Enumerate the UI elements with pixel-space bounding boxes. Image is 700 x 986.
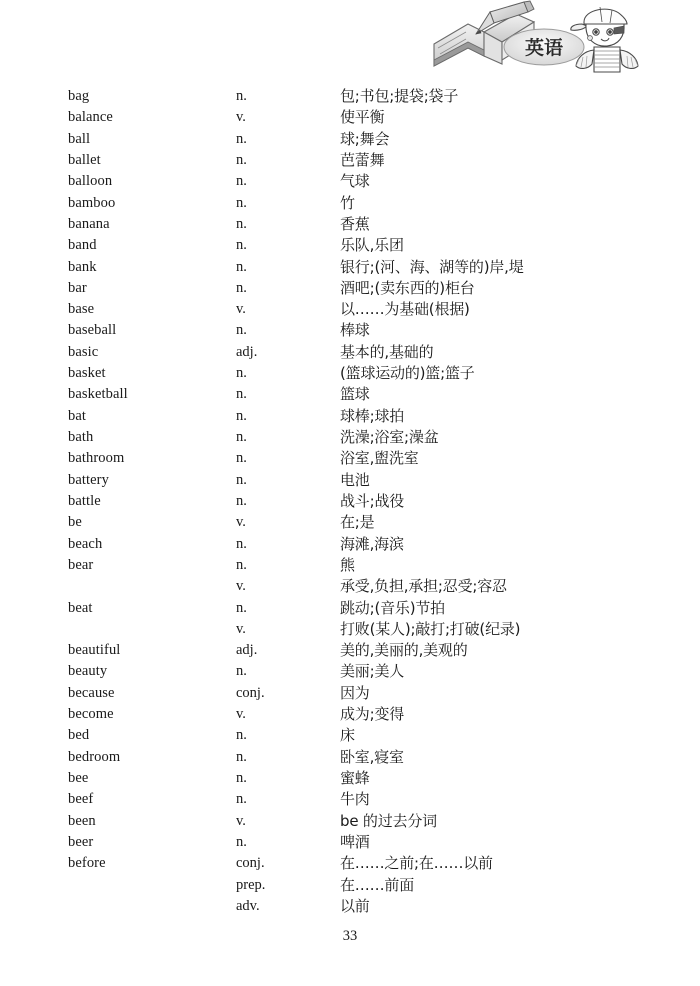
entry-part-of-speech: v.: [236, 301, 246, 318]
entry-part-of-speech: n.: [236, 663, 247, 680]
entry-part-of-speech: n.: [236, 130, 247, 147]
entry-definition: 乐队,乐团: [340, 236, 404, 255]
entry-word: bear: [68, 556, 94, 573]
entry-word: beautiful: [68, 642, 121, 659]
entry-word: ball: [68, 130, 91, 147]
entry-definition: 在;是: [340, 513, 375, 532]
entry-part-of-speech: n.: [236, 791, 247, 808]
entry-word: beach: [68, 535, 103, 552]
entry-word: bat: [68, 407, 87, 424]
entry-part-of-speech: n.: [236, 279, 247, 296]
entry-part-of-speech: n.: [236, 556, 247, 573]
entry-part-of-speech: v.: [236, 812, 246, 829]
entry-definition: 打败(某人);敲打;打破(纪录): [340, 619, 521, 638]
entry-part-of-speech: n.: [236, 237, 247, 254]
entry-definition: 银行;(河、海、湖等的)岸,堤: [340, 257, 524, 276]
entry-part-of-speech: adj.: [236, 642, 258, 659]
vocabulary-entry-row: [0, 214, 700, 235]
entry-definition: 竹: [340, 193, 355, 212]
entry-definition: 电池: [340, 470, 370, 489]
entry-word: basketball: [68, 386, 128, 403]
entry-part-of-speech: n.: [236, 535, 247, 552]
vocabulary-entry-row: [0, 320, 700, 341]
entry-part-of-speech: n.: [236, 258, 247, 275]
entry-word: ballet: [68, 151, 101, 168]
vocabulary-entry-row: [0, 768, 700, 789]
entry-part-of-speech: n.: [236, 322, 247, 339]
entry-part-of-speech: n.: [236, 727, 247, 744]
entry-definition: 以前: [340, 896, 370, 915]
entry-part-of-speech: n.: [236, 386, 247, 403]
vocabulary-entry-row: [0, 150, 700, 171]
entry-definition: 在……之前;在……以前: [340, 854, 493, 873]
entry-definition: 成为;变得: [340, 705, 405, 724]
vocabulary-entry-row: [0, 299, 700, 320]
entry-definition: 牛肉: [340, 790, 370, 809]
entry-part-of-speech: n.: [236, 471, 247, 488]
entry-word: because: [68, 684, 115, 701]
entry-part-of-speech: n.: [236, 173, 247, 190]
entry-word: bank: [68, 258, 97, 275]
header-illustration: [424, 0, 700, 76]
entry-definition: 以……为基础(根据): [340, 300, 470, 319]
entry-part-of-speech: prep.: [236, 876, 266, 893]
entry-part-of-speech: v.: [236, 578, 246, 595]
entry-definition: 棒球: [340, 321, 370, 340]
entry-word: bathroom: [68, 450, 125, 467]
vocabulary-entry-row: [0, 576, 700, 597]
vocabulary-entry-row: [0, 193, 700, 214]
entry-definition: 球棒;球拍: [340, 406, 405, 425]
vocabulary-entry-row: [0, 853, 700, 874]
vocabulary-entry-row: [0, 107, 700, 128]
entry-definition: 包;书包;提袋;袋子: [340, 87, 459, 105]
entry-part-of-speech: v.: [236, 620, 246, 637]
vocabulary-entry-row: [0, 129, 700, 150]
entry-definition: 篮球: [340, 385, 370, 404]
entry-word: bee: [68, 770, 89, 786]
entry-definition: 承受,负担,承担;忍受;容忍: [340, 577, 507, 596]
entry-definition: 美的,美丽的,美观的: [340, 641, 468, 660]
vocabulary-entry-row: [0, 704, 700, 725]
vocabulary-entry-row: [0, 235, 700, 256]
vocabulary-entry-row: [0, 811, 700, 832]
vocabulary-entry-row: [0, 448, 700, 469]
vocabulary-entry-row: [0, 598, 700, 619]
vocabulary-entry-row: [0, 384, 700, 405]
entry-word: beauty: [68, 663, 108, 680]
entry-word: be: [68, 514, 82, 531]
entry-part-of-speech: v.: [236, 706, 246, 723]
entry-word: band: [68, 237, 97, 254]
entry-part-of-speech: n.: [236, 599, 247, 616]
entry-word: basket: [68, 365, 106, 382]
entry-part-of-speech: n.: [236, 748, 247, 765]
entry-definition: 熊: [340, 555, 355, 574]
vocabulary-entry-row: [0, 789, 700, 810]
entry-definition: 酒吧;(卖东西的)柜台: [340, 278, 475, 297]
entry-part-of-speech: n.: [236, 429, 247, 445]
entry-word: before: [68, 855, 106, 872]
entry-word: been: [68, 812, 96, 829]
entry-word: battle: [68, 492, 101, 509]
entry-definition: 使平衡: [340, 108, 385, 127]
vocabulary-entry-row: [0, 896, 700, 917]
vocabulary-entry-row: [0, 534, 700, 555]
entry-part-of-speech: n.: [236, 407, 247, 424]
entry-part-of-speech: n.: [236, 492, 247, 509]
vocabulary-entry-row: [0, 342, 700, 363]
vocabulary-entry-row: [0, 747, 700, 768]
vocabulary-list: [0, 86, 700, 917]
entry-word: become: [68, 706, 114, 723]
entry-word: bamboo: [68, 194, 116, 211]
entry-definition: 洗澡;浴室;澡盆: [340, 428, 439, 446]
entry-word: base: [68, 301, 95, 318]
entry-part-of-speech: conj.: [236, 684, 265, 701]
entry-word: bag: [68, 88, 90, 104]
vocabulary-entry-row: [0, 491, 700, 512]
vocabulary-entry-row: [0, 512, 700, 533]
entry-part-of-speech: adj.: [236, 343, 258, 360]
entry-definition: 战斗;战役: [340, 491, 405, 510]
entry-word: beef: [68, 791, 94, 808]
entry-part-of-speech: v.: [236, 514, 246, 531]
entry-definition: 基本的,基础的: [340, 342, 434, 361]
entry-definition: (篮球运动的)篮;篮子: [340, 364, 475, 383]
entry-definition: 芭蕾舞: [340, 150, 385, 169]
vocabulary-entry-row: [0, 86, 700, 107]
vocabulary-entry-row: [0, 683, 700, 704]
entry-word: bedroom: [68, 748, 121, 765]
entry-word: banana: [68, 215, 110, 232]
entry-definition: 跳动;(音乐)节拍: [340, 598, 445, 617]
entry-definition: 美丽;美人: [340, 662, 405, 681]
vocabulary-entry-row: [0, 640, 700, 661]
entry-word: balance: [68, 109, 113, 126]
entry-part-of-speech: n.: [236, 770, 247, 786]
vocabulary-entry-row: [0, 832, 700, 853]
entry-part-of-speech: n.: [236, 151, 247, 168]
entry-word: basic: [68, 343, 99, 360]
entry-definition: 因为: [340, 683, 370, 702]
vocabulary-entry-row: [0, 470, 700, 491]
entry-word: beer: [68, 833, 94, 850]
entry-definition: 浴室,盥洗室: [340, 449, 419, 468]
entry-part-of-speech: adv.: [236, 897, 260, 914]
entry-definition: 卧室,寝室: [340, 747, 404, 766]
vocabulary-entry-row: [0, 406, 700, 427]
vocabulary-entry-row: [0, 278, 700, 299]
entry-definition: 香蕉: [340, 214, 370, 233]
vocabulary-entry-row: [0, 725, 700, 746]
entry-word: battery: [68, 471, 109, 488]
entry-definition: 床: [340, 726, 355, 745]
entry-definition: 蜜蜂: [340, 769, 370, 787]
entry-part-of-speech: n.: [236, 833, 247, 850]
vocabulary-entry-row: [0, 661, 700, 682]
vocabulary-entry-row: [0, 875, 700, 896]
vocabulary-entry-row: [0, 171, 700, 192]
vocabulary-entry-row: [0, 555, 700, 576]
page-number: 33: [342, 928, 358, 944]
entry-part-of-speech: conj.: [236, 855, 265, 872]
entry-part-of-speech: v.: [236, 109, 246, 126]
entry-definition: 气球: [340, 172, 370, 191]
entry-definition: 海滩,海滨: [340, 534, 404, 553]
english-badge-label: 英语: [524, 37, 564, 59]
entry-word: beat: [68, 599, 93, 616]
entry-word: balloon: [68, 173, 113, 190]
entry-part-of-speech: n.: [236, 215, 247, 232]
entry-definition: be 的过去分词: [340, 811, 437, 830]
entry-definition: 在……前面: [340, 875, 415, 894]
entry-word: bar: [68, 279, 87, 296]
entry-word: bath: [68, 429, 94, 445]
vocabulary-entry-row: [0, 619, 700, 640]
vocabulary-entry-row: [0, 363, 700, 384]
entry-part-of-speech: n.: [236, 194, 247, 211]
entry-word: baseball: [68, 322, 117, 339]
entry-part-of-speech: n.: [236, 450, 247, 467]
entry-definition: 啤酒: [340, 832, 370, 851]
vocabulary-entry-row: [0, 257, 700, 278]
entry-part-of-speech: n.: [236, 88, 247, 104]
entry-definition: 球;舞会: [340, 129, 390, 148]
vocabulary-entry-row: [0, 427, 700, 448]
entry-word: bed: [68, 727, 90, 744]
entry-part-of-speech: n.: [236, 365, 247, 382]
